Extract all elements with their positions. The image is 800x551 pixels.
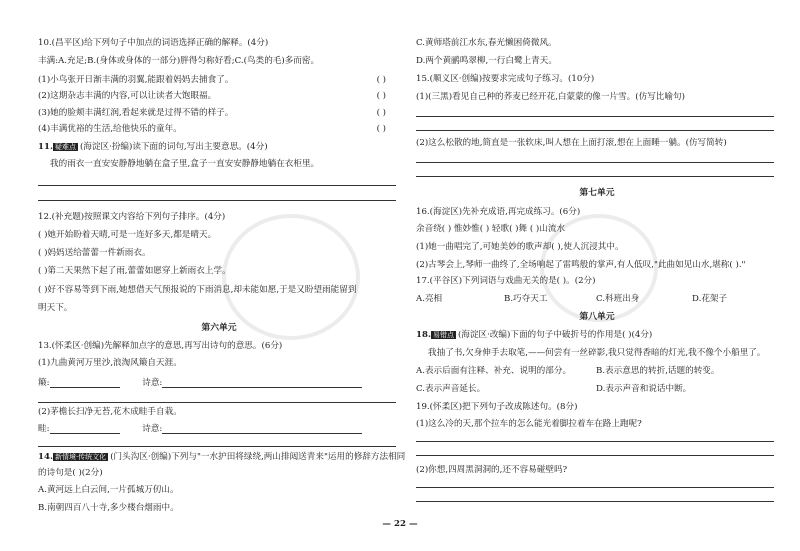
q10-item: (4)丰满优裕的生活,给他快乐的童年。 ( ): [38, 124, 386, 134]
q13-answer-row: 畦: 诗意:: [38, 424, 400, 434]
answer-line[interactable]: [38, 185, 396, 186]
blank-field[interactable]: [50, 387, 120, 388]
q10-heading: 10.(昌平区)给下列句子中加点的词语选择正确的解释。(4分): [38, 38, 269, 48]
answer-line[interactable]: [416, 176, 774, 177]
answer-line[interactable]: [416, 441, 774, 442]
answer-line[interactable]: [416, 455, 774, 456]
q12-item: ( )第二天果然下起了雨,蕾蕾如愿穿上新雨衣上学。: [38, 266, 231, 276]
q14-option-b: B.南朝四百八十寺,多少楼台烟雨中。: [38, 503, 179, 513]
answer-line[interactable]: [38, 200, 396, 201]
blank-field[interactable]: [162, 387, 362, 388]
q12-heading: 12.(补充题)按照课文内容给下列句子排序。(4分): [38, 212, 226, 222]
q13-line1: (1)九曲黄河万里沙,浪淘风簸自天涯。: [38, 358, 182, 368]
q14-option-c: C.黄师塔前江水东,春光懒困倚微风。: [416, 38, 557, 48]
answer-line[interactable]: [416, 162, 774, 163]
q14-option-a: A.黄河远上白云间,一片孤城万仞山。: [38, 485, 179, 495]
q10-options: 丰满:A.充足;B.(身体或身体的一部分)胖得匀称好看;C.(鸟类的毛)多而密。: [38, 56, 320, 66]
q14-option-d: D.两个黄鹂鸣翠柳,一行白鹭上青天。: [416, 56, 557, 66]
q12-item: 明天下。: [38, 303, 73, 313]
q17-heading: 17.(平谷区)下列词语与戏曲无关的是( )。(2分): [416, 276, 596, 286]
answer-line[interactable]: [416, 501, 774, 502]
q11-text: 我的雨衣一直安安静静地躺在盒子里,盒子一直安安静静地躺在衣柜里。: [50, 159, 320, 169]
q14-heading-cont: 的诗句是( )(2分): [38, 468, 103, 478]
q15-sentence1: (1)(三黑)看见自己种的荞麦已经开花,白蒙蒙的像一片雪。(仿写比喻句): [416, 92, 685, 102]
q13-heading: 13.(怀柔区·创编)先解释加点字的意思,再写出诗句的意思。(6分): [38, 341, 283, 351]
answer-line[interactable]: [38, 402, 396, 403]
answer-line[interactable]: [416, 487, 774, 488]
q12-item: ( )她开始盼着天晴,可是一连好多天,都是晴天。: [38, 230, 217, 240]
blank-field[interactable]: [50, 433, 120, 434]
q16-sentence2: (2)古琴会上,琴师一曲终了,全场响起了雷鸣般的掌声,有人低叹,"此曲如见山水,堪称( ).": [416, 260, 746, 270]
q15-heading: 15.(顺义区·创编)按要求完成句子练习。(10分): [416, 74, 595, 84]
q13-line2: (2)茅檐长扫净无苔,花木成畦手自栽。: [38, 407, 182, 417]
q16-words: 余音绕( ) 惟妙惟( ) 轻歌( )舞 ( )山流水: [416, 224, 566, 234]
q10-item: (1)小鸟张开日渐丰满的羽翼,能跟着妈妈去捕食了。 ( ): [38, 75, 386, 85]
q18-heading: 18. 易错点 (海淀区·改编)下面的句子中破折号的作用是( )(4分): [416, 330, 653, 340]
watermark-seal-left: [222, 214, 360, 340]
q15-sentence2: (2)这么松散的地,简直是一张软床,叫人想在上面打滚,想在上面睡一躺。(仿写简转): [416, 138, 727, 148]
blank-field[interactable]: [162, 433, 362, 434]
q16-sentence1: (1)她一曲唱完了,可她美妙的歌声却( ),使人沉浸其中。: [416, 242, 624, 252]
q10-item: (2)这期杂志丰满的内容,可以让读者大饱眼福。 ( ): [38, 91, 386, 101]
answer-line[interactable]: [416, 130, 774, 131]
q18-tag: 易错点: [432, 331, 454, 339]
q14-heading: 14. 新情境·传统文化 (门头沟区·创编)下列与"一水护田将绿绕,两山排闼送青来"运用的修辞方法相同: [38, 452, 406, 462]
q14-tag: 新情境·传统文化: [54, 453, 107, 461]
q13-answer-row: 簸: 诗意:: [38, 378, 400, 388]
q18-quote: 我抽了书,欠身伸手去取笔,——何尝有一丝碎影,我只觉得香暗的灯光,我不像个小船里了。: [428, 348, 766, 358]
q11-heading: 11. 疑难点 (海淀区·扮编)读下面的词句,写出主要意思。(4分): [38, 142, 268, 152]
q19-heading: 19.(怀柔区)把下列句子改成陈述句。(8分): [416, 402, 578, 412]
q12-item: ( )妈妈送给蕾蕾一件新雨衣。: [38, 248, 151, 258]
q10-item: (3)她的脸颊丰满红润,看起来就是过得不错的样子。 ( ): [38, 108, 386, 118]
q19-sentence1: (1)这么冷的天,那个拉车的怎么能光着脚拉着车在路上跑呢?: [416, 419, 642, 429]
q11-tag: 疑难点: [54, 143, 76, 151]
unit-7-title: 第七单元: [579, 188, 615, 198]
answer-line[interactable]: [416, 116, 774, 117]
q12-item: ( )好不容易等到下雨,她想借天气预报说的下雨消息,却未能如愿,于是又盼望雨能留到: [38, 285, 357, 295]
page-number: — 22 —: [382, 519, 418, 529]
answer-line[interactable]: [38, 446, 396, 447]
unit-8-title: 第八单元: [579, 312, 615, 322]
unit-6-title: 第六单元: [201, 323, 237, 333]
q19-sentence2: (2)你想,四周黑洞洞的,还不容易碰壁吗?: [416, 465, 568, 475]
q16-heading: 16.(海淀区)先补充成语,再完成练习。(6分): [416, 207, 581, 217]
